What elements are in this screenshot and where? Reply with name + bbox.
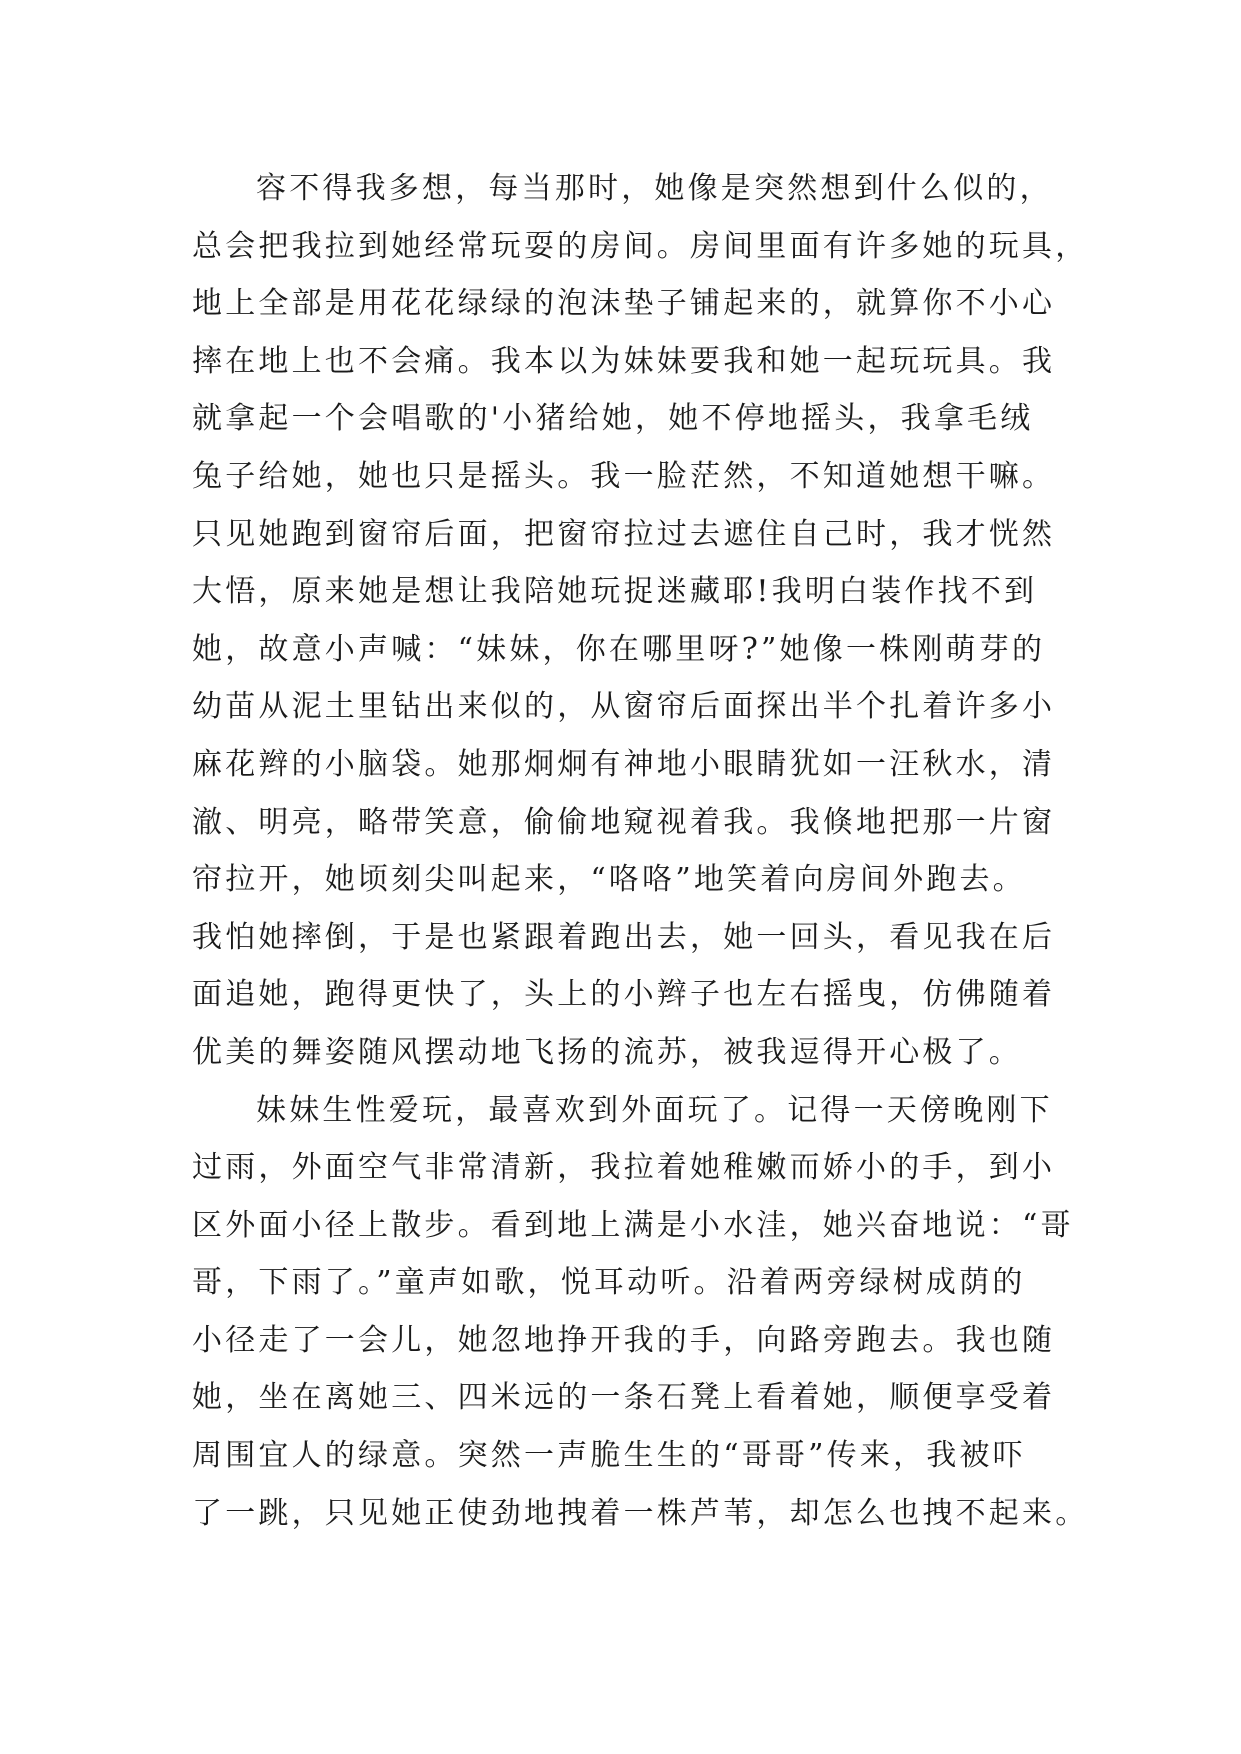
paragraph-2-line-6: 她，坐在离她三、四米远的一条石凳上看着她，顺便享受着 — [192, 1380, 1056, 1416]
paragraph-1-line-14: 我怕她摔倒，于是也紧跟着跑出去，她一回头，看见我在后 — [192, 919, 1056, 955]
body-text — [192, 160, 1092, 1542]
paragraph-2-line-8: 了一跳，只见她正使劲地拽着一株芦苇，却怎么也拽不起来。 — [192, 1495, 1089, 1531]
paragraph-2-line-7: 周围宜人的绿意。突然一声脆生生的“哥哥”传来，我被吓 — [192, 1438, 1026, 1474]
paragraph-2-line-5: 小径走了一会儿，她忽地挣开我的手，向路旁跑去。我也随 — [192, 1322, 1056, 1358]
paragraph-1-line-9: 她，故意小声喊：“妹妹，你在哪里呀?”她像一株刚萌芽的 — [192, 631, 1046, 667]
paragraph-2-line-4: 哥，下雨了。”童声如歌，悦耳动听。沿着两旁绿树成荫的 — [192, 1265, 1026, 1301]
paragraph-1-line-8: 大悟，原来她是想让我陪她玩捉迷藏耶!我明白装作找不到 — [192, 574, 1038, 610]
paragraph-1-line-12: 澈、明亮，略带笑意，偷偷地窥视着我。我倏地把那一片窗 — [192, 804, 1056, 840]
paragraph-1-line-2: 总会把我拉到她经常玩耍的房间。房间里面有许多她的玩具， — [192, 228, 1089, 264]
paragraph-2-line-2: 过雨，外面空气非常清新，我拉着她稚嫩而娇小的手，到小 — [192, 1150, 1056, 1186]
paragraph-1-line-6: 兔子给她，她也只是摇头。我一脸茫然，不知道她想干嘛。 — [192, 458, 1056, 494]
paragraph-1-line-10: 幼苗从泥土里钻出来似的，从窗帘后面探出半个扎着许多小 — [192, 689, 1056, 725]
paragraph-1-line-16: 优美的舞姿随风摆动地飞扬的流苏，被我逗得开心极了。 — [192, 1034, 1022, 1070]
paragraph-1-line-11: 麻花辫的小脑袋。她那炯炯有神地小眼睛犹如一汪秋水，清 — [192, 746, 1056, 782]
paragraph-1-line-3: 地上全部是用花花绿绿的泡沫垫子铺起来的，就算你不小心 — [192, 286, 1056, 322]
paragraph-2-line-1: 妹妹生性爱玩，最喜欢到外面玩了。记得一天傍晚刚下 — [256, 1092, 1053, 1128]
paragraph-1-line-7: 只见她跑到窗帘后面，把窗帘拉过去遮住自己时，我才恍然 — [192, 516, 1056, 552]
paragraph-1-line-1: 容不得我多想，每当那时，她像是突然想到什么似的， — [256, 171, 1053, 206]
paragraph-1-line-13: 帘拉开，她顷刻尖叫起来，“咯咯”地笑着向房间外跑去。 — [192, 862, 1026, 898]
paragraph-1-line-4: 摔在地上也不会痛。我本以为妹妹要我和她一起玩玩具。我 — [192, 343, 1056, 379]
paragraph-1-line-15: 面追她，跑得更快了，头上的小辫子也左右摇曳，仿佛随着 — [192, 977, 1056, 1013]
paragraph-1-line-5: 就拿起一个会唱歌的'小猪给她，她不停地摇头，我拿毛绒 — [192, 401, 1034, 437]
paragraph-2-line-3: 区外面小径上散步。看到地上满是小水洼，她兴奋地说：“哥 — [192, 1207, 1074, 1243]
